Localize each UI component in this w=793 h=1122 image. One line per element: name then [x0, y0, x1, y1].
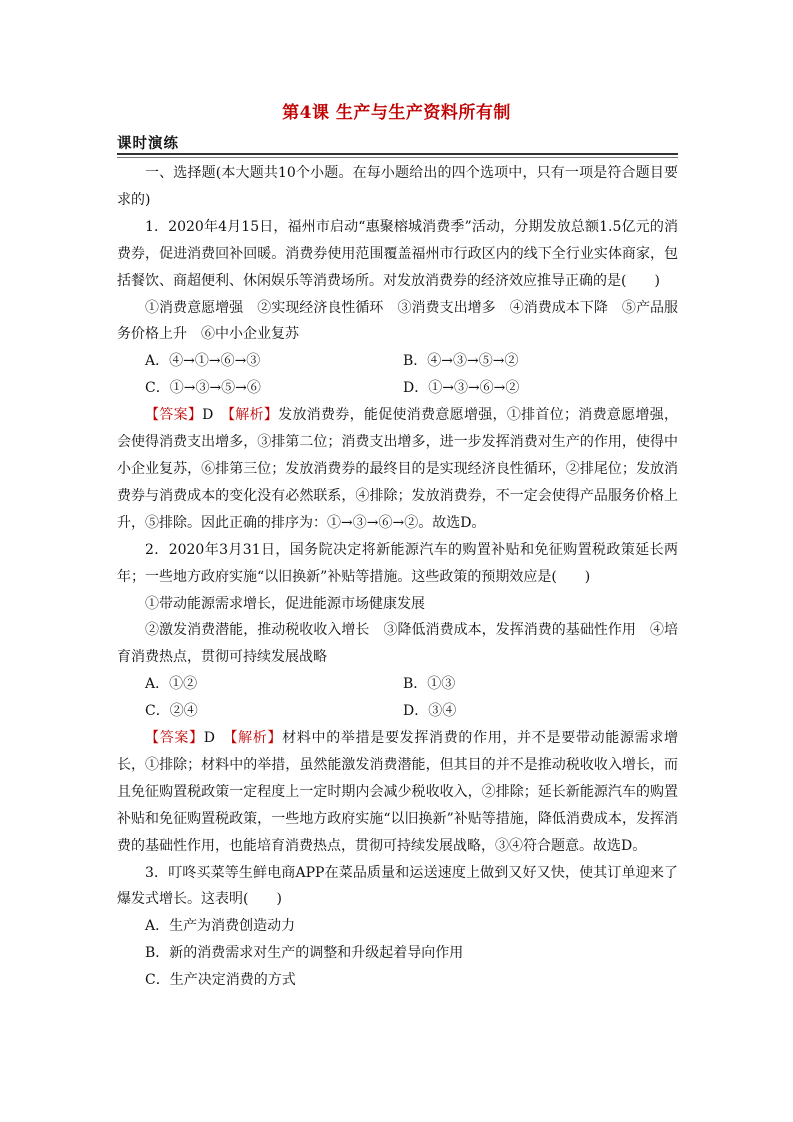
q1-option-c: C．①→③→⑤→⑥	[145, 380, 261, 397]
q3-option-b: B．新的消费需求对生产的调整和升级起着导向作用	[145, 945, 464, 962]
q2-analysis: 材料中的举措是要发挥消费的作用，并不是要带动能源需求增长，①排除；材料中的举措，虽然能激发消费潜能，但其目的并不是推动税收收入增长，而且免征购置税政策一定程度上一定时期内会减少税收收入，②排除；延长新能源汽车的购置补贴和免征购置税政策，一些地方政府实施“以旧换新”补贴等措施，降低消费成本，发挥消费的基础性作用，也能培育消费热点，贯彻可持续发展战略，③④符合题意。故选D。	[117, 730, 679, 854]
q3-stem: 3．叮咚买菜等生鲜电商APP在菜品质量和运送速度上做到又好又快，使其订单迎来了爆发式增长。这表明( )	[117, 864, 678, 908]
section-intro: 一、选择题(本大题共10个小题。在每小题给出的四个选项中，只有一项是符合题目要求的)	[117, 165, 678, 208]
q1-analysis: 发放消费券，能促使消费意愿增强，①排首位；消费意愿增强，会使得消费支出增多，③排第二位；消费支出增多，进一步发挥消费对生产的作用，使得中小企业复苏，⑥排第三位；发放消费券的最终目的是实现经济良性循环，②排尾位；发放消费券与消费成本的变化没有必然联系，④排除；发放消费券，不一定会使得产品服务价格上升，⑤排除。因此正确的排序为：①→③→⑥→②。故选D。	[117, 407, 679, 531]
q1-answer-analysis	[117, 402, 678, 537]
q1-stem: 1．2020年4月15日，福州市启动“惠聚榕城消费季”活动，分期发放总额1.5亿元的消费券，促进消费回补回暖。消费券使用范围覆盖福州市行政区内的线下全行业实体商家，包括餐饮、商超便利、休闲娱乐等消费场所。对发放消费券的经济效应推导正确的是( )	[117, 218, 678, 289]
answer-tag: 【答案】	[145, 407, 203, 424]
lesson-title: 第4课 生产与生产资料所有制	[282, 103, 511, 123]
q1-options-row1	[117, 348, 678, 375]
section-label: 课时演练	[117, 135, 179, 152]
question-content	[117, 160, 678, 994]
answer-tag: 【答案】	[145, 730, 204, 747]
q2-item-2: ②激发消费潜能，推动税收收入增长 ③降低消费成本，发挥消费的基础性作用 ④培育消费热点，贯彻可持续发展战略	[117, 622, 678, 666]
q3-option-a: A．生产为消费创造动力	[145, 918, 296, 935]
q1-items: ①消费意愿增强 ②实现经济良性循环 ③消费支出增多 ④消费成本下降 ⑤产品服务价格上升 ⑥中小企业复苏	[117, 299, 678, 343]
q3-option-c: C．生产决定消费的方式	[145, 972, 296, 989]
q2-option-a: A．①②	[145, 676, 198, 693]
header-rule-thin	[117, 157, 678, 158]
q2-options-row2	[117, 698, 678, 725]
header-rule-thick	[117, 153, 678, 155]
q1-option-a: A．④→①→⑥→③	[145, 353, 261, 370]
analysis-tag: 【解析】	[228, 407, 279, 424]
q1-option-d: D．①→③→⑥→②	[403, 380, 520, 397]
q2-option-d: D．③④	[403, 703, 457, 720]
q1-option-b: B．④→③→⑤→②	[403, 353, 519, 370]
q2-answer-analysis	[117, 725, 678, 860]
analysis-tag: 【解析】	[230, 730, 283, 747]
q1-options-row2	[117, 375, 678, 402]
q2-option-b: B．①③	[403, 676, 456, 693]
q2-options-row1	[117, 671, 678, 698]
q2-stem: 2．2020年3月31日，国务院决定将新能源汽车的购置补贴和免征购置税政策延长两年；一些地方政府实施“以旧换新”补贴等措施。这些政策的预期效应是( )	[117, 541, 678, 585]
q2-item-1: ①带动能源需求增长，促进能源市场健康发展	[145, 595, 425, 612]
q1-answer: D	[202, 407, 214, 424]
q2-option-c: C．②④	[145, 703, 198, 720]
q2-answer: D	[203, 730, 215, 747]
